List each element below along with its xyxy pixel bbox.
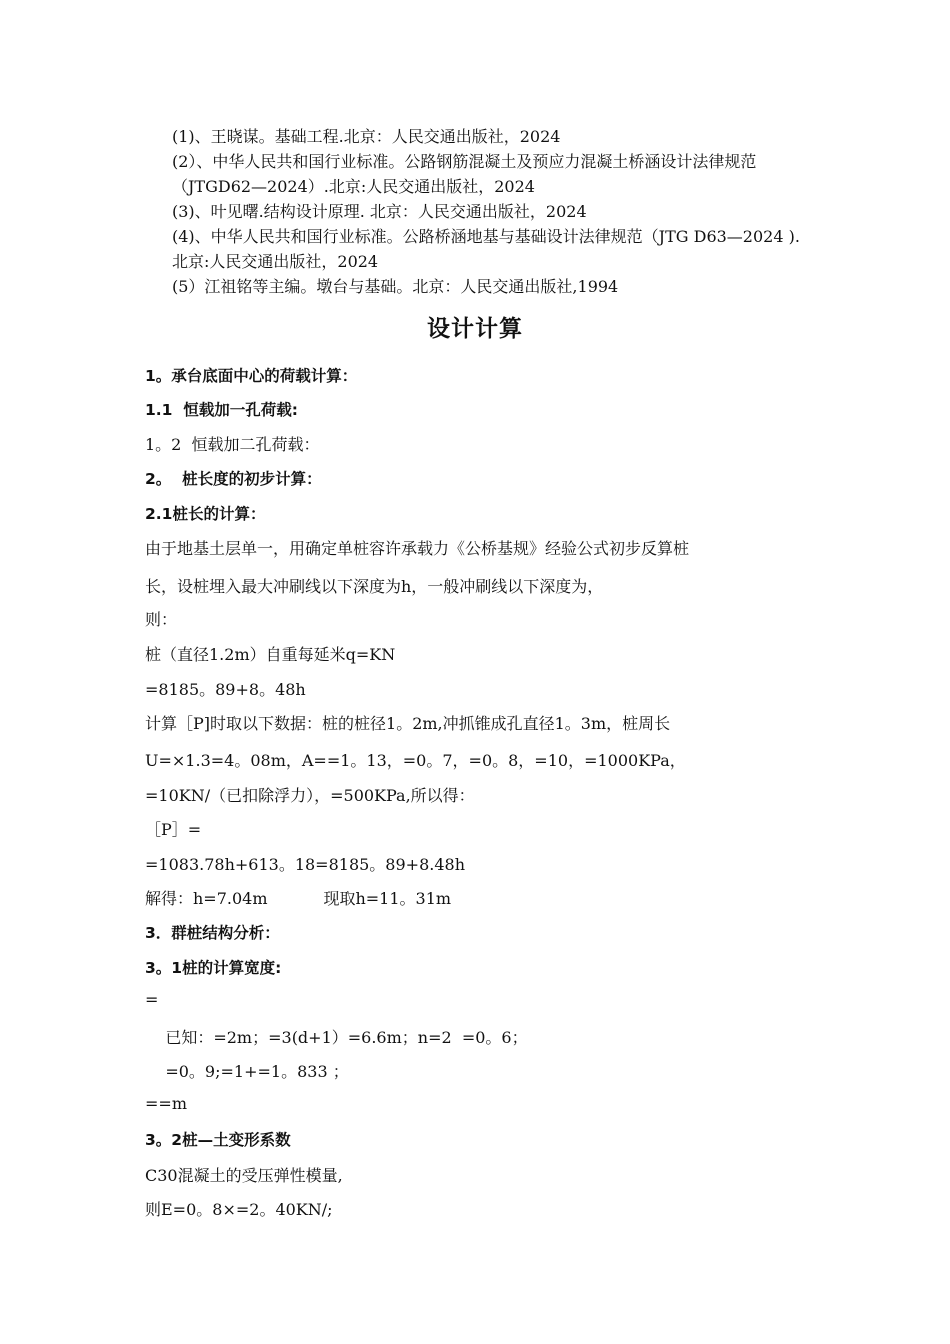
equation: 已知：=2m；=3(d+1）=6.6m；n=2 =0。6； xyxy=(145,1028,528,1047)
body-text: 计算［P]时取以下数据：桩的桩径1。2m,冲抓锥成孔直径1。3m，桩周长 xyxy=(145,714,671,733)
reference-item: (3)、叶见曙.结构设计原理. 北京：人民交通出版社，2024 xyxy=(172,202,587,221)
reference-item: (2）、中华人民共和国行业标准。公路钢筋混凝土及预应力混凝土桥涵设计法律规范（JTGD62—2024）.北京:人民交通出版社，2024 xyxy=(172,152,757,196)
equation: =1083.78h+613。18=8185。89+8.48h xyxy=(145,855,466,874)
body-text: 则： xyxy=(145,610,178,629)
heading-2: 2。 桩长度的初步计算： xyxy=(145,470,322,488)
equation: ［P］= xyxy=(145,820,202,839)
equation: =8185。89+8。48h xyxy=(145,680,306,699)
body-text: 长，设桩埋入最大冲刷线以下深度为h，一般冲刷线以下深度为， xyxy=(145,577,604,596)
heading-3: 3．群桩结构分析： xyxy=(145,924,280,942)
equation: ==m xyxy=(145,1094,187,1113)
heading-2-1: 2.1桩长的计算： xyxy=(145,505,266,523)
reference-item: (5）江祖铭等主编。墩台与基础。北京：人民交通出版社,1994 xyxy=(172,277,619,296)
equation: = xyxy=(145,990,159,1009)
equation: =10KN/（已扣除浮力），=500KPa,所以得： xyxy=(145,786,475,805)
heading-1-2: 1。2 恒载加二孔荷载： xyxy=(145,435,320,454)
solution: 解得：h=7.04m 现取h=11。31m xyxy=(145,889,452,908)
reference-item: (4)、中华人民共和国行业标准。公路桥涵地基与基础设计法律规范（JTG D63—2024 ). 北京:人民交通出版社，2024 xyxy=(172,227,811,271)
reference-item: (1)、王晓谋。基础工程.北京：人民交通出版社，2024 xyxy=(172,127,561,146)
equation: U=×1.3=4。08m，A==1。13，=0。7，=0。8，=10，=1000KPa， xyxy=(145,751,686,770)
heading-3-1: 3。1桩的计算宽度: xyxy=(145,959,282,977)
reference-list xyxy=(172,124,822,299)
section-title: 设计计算 xyxy=(427,316,523,342)
body-text: 桩（直径1.2m）自重每延米q=KN xyxy=(145,645,396,664)
heading-3-2: 3。2桩—土变形系数 xyxy=(145,1131,291,1149)
heading-1: 1。承台底面中心的荷载计算： xyxy=(145,367,358,385)
body-text: 由于地基土层单一，用确定单桩容许承载力《公桥基规》经验公式初步反算桩 xyxy=(145,539,690,558)
equation: =0。9;=1+=1。833 ； xyxy=(145,1062,349,1081)
body-text: C30混凝土的受压弹性模量, xyxy=(145,1166,343,1185)
heading-1-1: 1.1 恒载加一孔荷载: xyxy=(145,401,298,419)
equation: 则E=0。8×=2。40KN/; xyxy=(145,1200,333,1219)
